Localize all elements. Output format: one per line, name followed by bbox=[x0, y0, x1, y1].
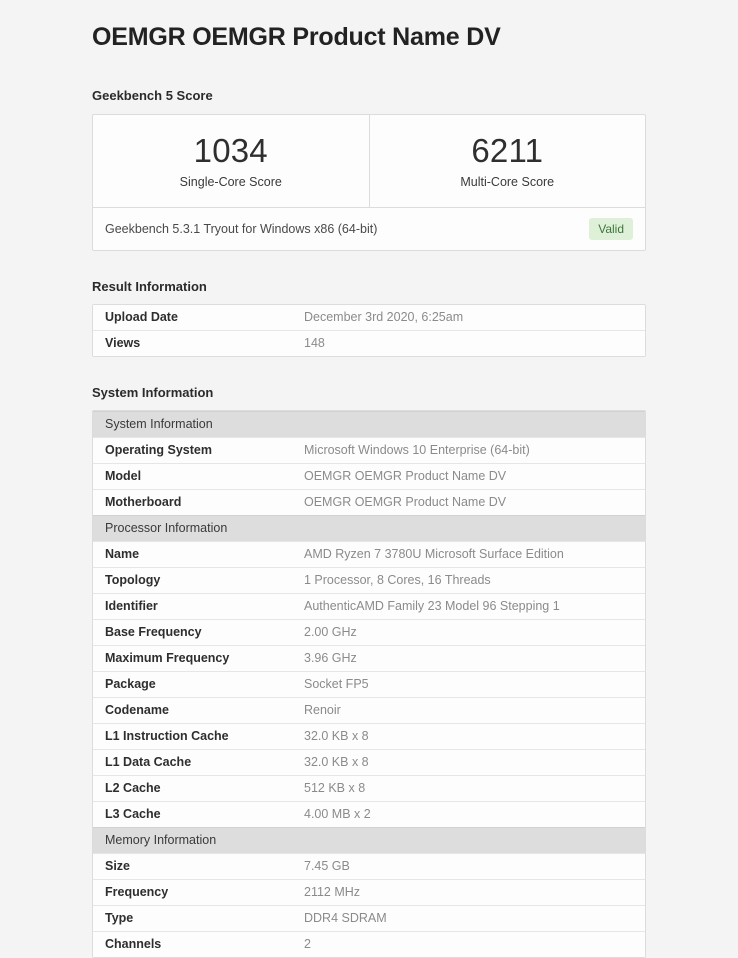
table-row bbox=[93, 645, 645, 671]
result-information-table bbox=[92, 304, 646, 357]
group-title: System Information bbox=[105, 417, 213, 431]
row-value: 32.0 KB x 8 bbox=[304, 729, 369, 743]
row-value: 4.00 MB x 2 bbox=[304, 807, 371, 821]
score-card-footer bbox=[93, 207, 645, 250]
table-row bbox=[93, 853, 645, 879]
table-group-header bbox=[93, 411, 645, 437]
row-label: Views bbox=[105, 336, 141, 350]
row-value: December 3rd 2020, 6:25am bbox=[304, 310, 464, 324]
row-label: Type bbox=[105, 911, 134, 925]
row-label: Upload Date bbox=[105, 310, 178, 324]
system-section-heading: System Information bbox=[92, 385, 214, 400]
row-value: OEMGR OEMGR Product Name DV bbox=[304, 469, 507, 483]
row-label: Channels bbox=[105, 937, 162, 951]
table-row bbox=[93, 775, 645, 801]
table-row bbox=[93, 437, 645, 463]
row-label: Operating System bbox=[105, 443, 212, 457]
table-group-header bbox=[93, 515, 645, 541]
single-core-score-label: Single-Core Score bbox=[179, 175, 282, 189]
row-label: Model bbox=[105, 469, 142, 483]
row-label: L1 Data Cache bbox=[105, 755, 192, 769]
table-row bbox=[93, 671, 645, 697]
row-label: Size bbox=[105, 859, 131, 873]
score-row bbox=[93, 115, 645, 207]
table-row bbox=[93, 567, 645, 593]
row-label: Name bbox=[105, 547, 140, 561]
multi-core-score-cell bbox=[369, 115, 646, 207]
table-row bbox=[93, 749, 645, 775]
row-value: OEMGR OEMGR Product Name DV bbox=[304, 495, 507, 509]
group-title: Processor Information bbox=[105, 521, 228, 535]
row-value: AMD Ryzen 7 3780U Microsoft Surface Edition bbox=[304, 547, 564, 561]
row-value: Microsoft Windows 10 Enterprise (64-bit) bbox=[304, 443, 530, 457]
table-group-header bbox=[93, 827, 645, 853]
status-badge: Valid bbox=[589, 218, 633, 240]
multi-core-score-value: 6211 bbox=[471, 132, 544, 169]
table-row bbox=[93, 931, 645, 957]
geekbench-version-text: Geekbench 5.3.1 Tryout for Windows x86 (64-bit) bbox=[105, 222, 378, 236]
table-row bbox=[93, 801, 645, 827]
row-label: Maximum Frequency bbox=[105, 651, 230, 665]
group-title: Memory Information bbox=[105, 833, 217, 847]
table-row bbox=[93, 879, 645, 905]
multi-core-score-label: Multi-Core Score bbox=[460, 175, 555, 189]
row-label: Identifier bbox=[105, 599, 158, 613]
row-label: L2 Cache bbox=[105, 781, 161, 795]
row-value: DDR4 SDRAM bbox=[304, 911, 387, 925]
row-value: 148 bbox=[304, 336, 325, 350]
row-label: Frequency bbox=[105, 885, 169, 899]
row-value: 7.45 GB bbox=[304, 859, 350, 873]
table-row bbox=[93, 330, 645, 356]
table-row bbox=[93, 593, 645, 619]
table-row bbox=[93, 697, 645, 723]
row-label: L1 Instruction Cache bbox=[105, 729, 229, 743]
row-label: Package bbox=[105, 677, 156, 691]
row-value: Socket FP5 bbox=[304, 677, 369, 691]
table-row bbox=[93, 489, 645, 515]
row-value: 512 KB x 8 bbox=[304, 781, 366, 795]
row-value: 32.0 KB x 8 bbox=[304, 755, 369, 769]
table-row bbox=[93, 463, 645, 489]
single-core-score-value: 1034 bbox=[193, 132, 268, 169]
table-row bbox=[93, 723, 645, 749]
row-value: 2112 MHz bbox=[304, 885, 361, 899]
row-value: Renoir bbox=[304, 703, 341, 717]
result-section-heading: Result Information bbox=[92, 279, 207, 294]
row-label: Topology bbox=[105, 573, 161, 587]
table-row bbox=[93, 305, 645, 330]
table-row bbox=[93, 905, 645, 931]
row-label: Codename bbox=[105, 703, 169, 717]
row-value: AuthenticAMD Family 23 Model 96 Stepping 1 bbox=[304, 599, 560, 613]
score-section-heading: Geekbench 5 Score bbox=[92, 88, 213, 103]
score-card bbox=[92, 114, 646, 251]
table-row bbox=[93, 619, 645, 645]
row-value: 2 bbox=[304, 937, 311, 951]
row-value: 1 Processor, 8 Cores, 16 Threads bbox=[304, 573, 491, 587]
table-row bbox=[93, 541, 645, 567]
row-value: 2.00 GHz bbox=[304, 625, 357, 639]
row-label: Base Frequency bbox=[105, 625, 202, 639]
single-core-score-cell bbox=[93, 115, 369, 207]
row-label: Motherboard bbox=[105, 495, 182, 509]
system-information-table bbox=[92, 410, 646, 958]
page-title: OEMGR OEMGR Product Name DV bbox=[92, 23, 501, 51]
row-label: L3 Cache bbox=[105, 807, 161, 821]
row-value: 3.96 GHz bbox=[304, 651, 357, 665]
